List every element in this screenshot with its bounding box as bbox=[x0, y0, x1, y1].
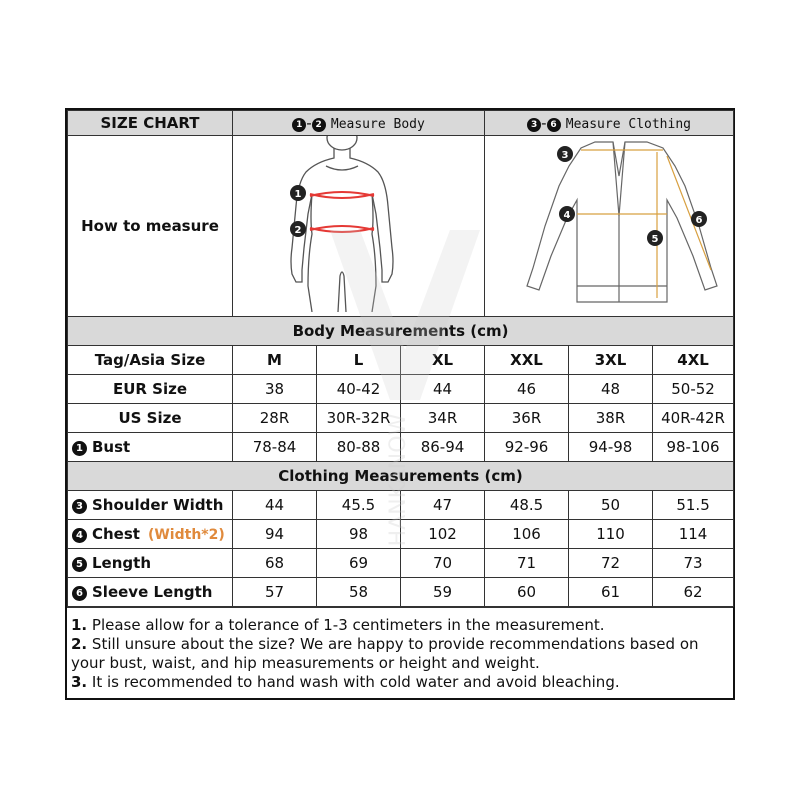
table-cell: 45.5 bbox=[317, 491, 401, 520]
size-header: XXL bbox=[485, 346, 569, 375]
table-row bbox=[68, 433, 734, 462]
table-cell: 106 bbox=[485, 520, 569, 549]
row-label: 5 Length bbox=[68, 549, 233, 578]
table-cell: 48 bbox=[569, 375, 653, 404]
clothing-marker-6: 6 bbox=[695, 215, 703, 226]
clothing-marker-3: 3 bbox=[561, 150, 569, 161]
marker-1-icon: 1 bbox=[72, 441, 87, 456]
size-header: 3XL bbox=[569, 346, 653, 375]
table-cell: 73 bbox=[653, 549, 734, 578]
tag-size-label: Tag/Asia Size bbox=[68, 346, 233, 375]
row-label: 6 Sleeve Length bbox=[68, 578, 233, 607]
size-chart-title: SIZE CHART bbox=[68, 111, 233, 136]
table-cell: 68 bbox=[233, 549, 317, 578]
table-cell: 80-88 bbox=[317, 433, 401, 462]
table-cell: 59 bbox=[401, 578, 485, 607]
clothing-marker-4: 4 bbox=[563, 210, 571, 221]
table-cell: 36R bbox=[485, 404, 569, 433]
table-cell: 114 bbox=[653, 520, 734, 549]
table-cell: 98-106 bbox=[653, 433, 734, 462]
table-cell: 50-52 bbox=[653, 375, 734, 404]
measure-body-label: Measure Body bbox=[330, 117, 425, 132]
table-cell: 51.5 bbox=[653, 491, 734, 520]
marker-3-icon: 3 bbox=[72, 499, 87, 514]
table-row bbox=[68, 491, 734, 520]
table-cell: 86-94 bbox=[401, 433, 485, 462]
table-cell: 28R bbox=[233, 404, 317, 433]
table-cell: 61 bbox=[569, 578, 653, 607]
measure-clothing-header: 3 - 6 Measure Clothing bbox=[485, 111, 734, 136]
table-row bbox=[68, 549, 734, 578]
table-cell: 62 bbox=[653, 578, 734, 607]
size-table bbox=[67, 110, 734, 607]
body-figure-icon bbox=[246, 136, 472, 312]
body-section-title: Body Measurements (cm) bbox=[68, 317, 734, 346]
size-header: M bbox=[233, 346, 317, 375]
clothing-marker-5: 5 bbox=[651, 234, 659, 245]
size-header: L bbox=[317, 346, 401, 375]
table-cell: 94 bbox=[233, 520, 317, 549]
cardigan-icon bbox=[485, 136, 760, 312]
table-cell: 60 bbox=[485, 578, 569, 607]
table-cell: 110 bbox=[569, 520, 653, 549]
row-label: 3 Shoulder Width bbox=[68, 491, 233, 520]
row-label: 1 Bust bbox=[68, 433, 233, 462]
body-diagram-cell bbox=[233, 136, 485, 317]
marker-5-icon: 5 bbox=[72, 557, 87, 572]
marker-2-icon: 2 bbox=[312, 118, 326, 132]
size-header: 4XL bbox=[653, 346, 734, 375]
how-to-measure-label: How to measure bbox=[68, 136, 233, 317]
row-label: EUR Size bbox=[68, 375, 233, 404]
note-item: 3. It is recommended to hand wash with cold water and avoid bleaching. bbox=[71, 673, 620, 691]
table-cell: 47 bbox=[401, 491, 485, 520]
table-cell: 48.5 bbox=[485, 491, 569, 520]
marker-4-icon: 4 bbox=[72, 528, 87, 543]
note-item: 2. Still unsure about the size? We are happy to provide recommendations based on your bust, waist, and hip measurements or height and weight. bbox=[71, 635, 699, 672]
table-row bbox=[68, 375, 734, 404]
table-cell: 38R bbox=[569, 404, 653, 433]
table-cell: 71 bbox=[485, 549, 569, 578]
table-cell: 98 bbox=[317, 520, 401, 549]
size-chart bbox=[65, 108, 735, 700]
table-cell: 102 bbox=[401, 520, 485, 549]
marker-1-icon: 1 bbox=[292, 118, 306, 132]
note-item: 1. Please allow for a tolerance of 1-3 centimeters in the measurement. bbox=[71, 616, 605, 634]
table-cell: 70 bbox=[401, 549, 485, 578]
table-cell: 57 bbox=[233, 578, 317, 607]
body-marker-1: 1 bbox=[294, 189, 301, 200]
marker-6-icon: 6 bbox=[72, 586, 87, 601]
table-cell: 34R bbox=[401, 404, 485, 433]
table-cell: 40R-42R bbox=[653, 404, 734, 433]
table-cell: 94-98 bbox=[569, 433, 653, 462]
measure-body-header: 1 - 2 Measure Body bbox=[233, 111, 485, 136]
clothing-diagram-cell bbox=[485, 136, 734, 317]
row-label: US Size bbox=[68, 404, 233, 433]
table-cell: 92-96 bbox=[485, 433, 569, 462]
chest-note: (Width*2) bbox=[147, 527, 225, 543]
table-cell: 50 bbox=[569, 491, 653, 520]
table-cell: 46 bbox=[485, 375, 569, 404]
size-header: XL bbox=[401, 346, 485, 375]
table-cell: 44 bbox=[233, 491, 317, 520]
table-row bbox=[68, 520, 734, 549]
row-label: 4 Chest (Width*2) bbox=[68, 520, 233, 549]
table-row bbox=[68, 578, 734, 607]
table-cell: 38 bbox=[233, 375, 317, 404]
table-row bbox=[68, 404, 734, 433]
body-marker-2: 2 bbox=[294, 225, 301, 236]
marker-6-icon: 6 bbox=[547, 118, 561, 132]
measure-clothing-label: Measure Clothing bbox=[565, 117, 691, 132]
watermark-text: HANKANOW bbox=[386, 413, 411, 547]
table-cell: 58 bbox=[317, 578, 401, 607]
table-cell: 72 bbox=[569, 549, 653, 578]
table-cell: 69 bbox=[317, 549, 401, 578]
clothing-section-title: Clothing Measurements (cm) bbox=[68, 462, 734, 491]
table-cell: 40-42 bbox=[317, 375, 401, 404]
table-cell: 44 bbox=[401, 375, 485, 404]
table-cell: 30R-32R bbox=[317, 404, 401, 433]
table-cell: 78-84 bbox=[233, 433, 317, 462]
notes bbox=[67, 607, 733, 698]
marker-3-icon: 3 bbox=[527, 118, 541, 132]
